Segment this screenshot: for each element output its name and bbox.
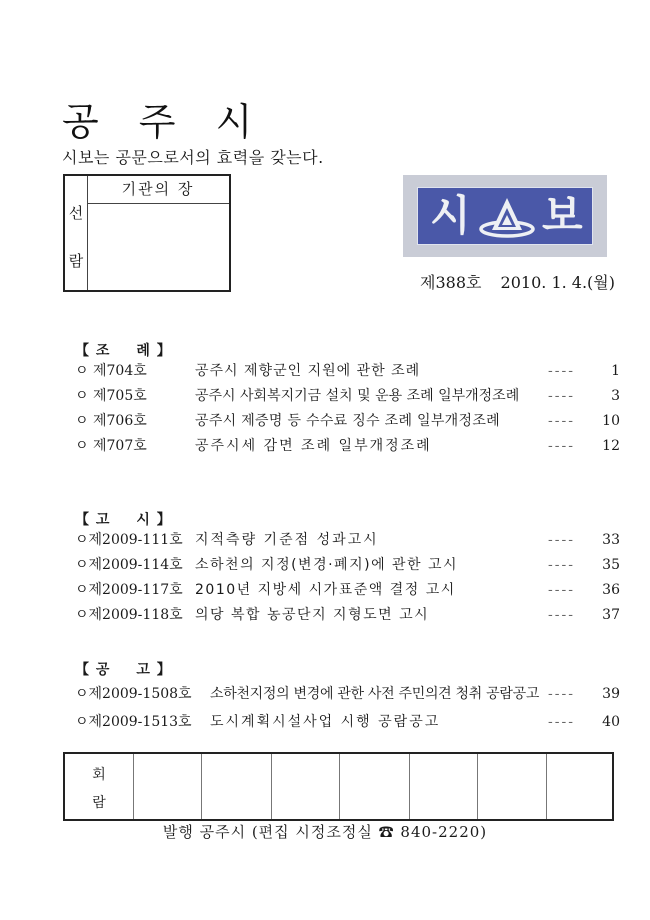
circulation-table xyxy=(63,752,614,821)
page-number: 3 xyxy=(611,388,620,404)
leader-dash: ---- xyxy=(548,388,575,404)
toc-item[interactable] xyxy=(75,410,620,432)
section-title-char: 고 xyxy=(136,662,151,678)
section-title-char: 시 xyxy=(136,512,151,528)
circulation-label-bottom: 람 xyxy=(92,795,106,811)
contents-side-label xyxy=(65,176,88,290)
toc-item[interactable] xyxy=(75,683,620,705)
signature-cell[interactable] xyxy=(340,754,410,819)
leader-dash: ---- xyxy=(548,686,575,702)
side-label-top: 선 xyxy=(68,204,84,222)
page-number: 10 xyxy=(602,413,620,429)
item-number: ㅇ 제704호 xyxy=(75,363,147,379)
page-number: 1 xyxy=(611,363,620,379)
toc-item[interactable] xyxy=(75,529,620,551)
leader-dash: ---- xyxy=(548,438,575,454)
section-title-char: 조 xyxy=(95,343,111,359)
item-number: ㅇ 제707호 xyxy=(75,438,147,454)
signature-cell[interactable] xyxy=(478,754,547,819)
section-title-char: 고 xyxy=(95,512,111,528)
signature-cell[interactable] xyxy=(272,754,340,819)
logo-panel xyxy=(417,187,593,245)
section-title-announcement: 【 공 고 】 xyxy=(75,662,172,678)
subtitle: 시보는 공문으로서의 효력을 갖는다. xyxy=(62,148,324,167)
toc-item[interactable] xyxy=(75,604,620,626)
sibo-logo xyxy=(403,175,607,257)
issue-number: 제388호 xyxy=(420,273,482,292)
item-number: ㅇ 제706호 xyxy=(75,413,147,429)
item-number: ㅇ제2009-114호 xyxy=(75,557,183,573)
toc-item[interactable] xyxy=(75,360,620,382)
item-title: 소하천의 지정(변경·폐지)에 관한 고시 xyxy=(195,557,459,573)
signature-cell[interactable] xyxy=(202,754,272,819)
circulation-label-top: 회 xyxy=(92,767,106,783)
section-title-ordinance: 【 조 례 】 xyxy=(75,343,172,359)
page-number: 40 xyxy=(602,714,620,730)
item-number: ㅇ제2009-118호 xyxy=(75,607,183,623)
toc-item[interactable] xyxy=(75,385,620,407)
leader-dash: ---- xyxy=(548,557,575,573)
item-title: 공주시세 감면 조례 일부개정조례 xyxy=(195,438,432,454)
page-number: 12 xyxy=(602,438,620,454)
section-title-char: 례 xyxy=(136,343,151,359)
leader-dash: ---- xyxy=(548,607,575,623)
item-title: 지적측량 기준점 성과고시 xyxy=(195,532,379,548)
issue-date: 2010. 1. 4.(월) xyxy=(500,273,615,292)
page-number: 33 xyxy=(602,532,620,548)
signature-cell[interactable] xyxy=(134,754,202,819)
item-number: ㅇ제2009-1513호 xyxy=(75,714,192,730)
item-title: 소하천지정의 변경에 관한 사전 주민의견 청취 공람공고 xyxy=(210,686,540,702)
item-title: 공주시 제향군인 지원에 관한 조례 xyxy=(195,363,421,379)
leader-dash: ---- xyxy=(548,532,575,548)
leader-dash: ---- xyxy=(548,363,575,379)
section-title-char: 공 xyxy=(95,662,111,678)
leader-dash: ---- xyxy=(548,413,575,429)
item-number: ㅇ제2009-111호 xyxy=(75,532,183,548)
page-number: 35 xyxy=(602,557,620,573)
page-number: 37 xyxy=(602,607,620,623)
item-title: 2010년 지방세 시가표준액 결정 고시 xyxy=(195,582,456,598)
publisher-footer: 발행 공주시 (편집 시정조정실 ☎ 840-2220) xyxy=(162,823,488,841)
item-title: 공주시 제증명 등 수수료 징수 조례 일부개정조례 xyxy=(195,413,500,429)
signature-cell[interactable] xyxy=(410,754,478,819)
page-number: 39 xyxy=(602,686,620,702)
toc-item[interactable] xyxy=(75,435,620,457)
item-title: 공주시 사회복지기금 설치 및 운용 조례 일부개정조례 xyxy=(195,388,520,404)
toc-item[interactable] xyxy=(75,554,620,576)
leader-dash: ---- xyxy=(548,714,575,730)
item-number: ㅇ제2009-1508호 xyxy=(75,686,192,702)
logo-char-si: 시 xyxy=(430,191,471,240)
item-title: 의당 복합 농공단지 지형도면 고시 xyxy=(195,607,430,623)
page-title: 공 주 시 xyxy=(62,100,267,144)
side-label-bottom: 람 xyxy=(68,252,84,270)
city-emblem-icon xyxy=(478,194,536,240)
toc-item[interactable] xyxy=(75,579,620,601)
signature-cell[interactable] xyxy=(547,754,612,819)
issue-info xyxy=(420,273,629,293)
section-title-notice: 【 고 시 】 xyxy=(75,512,172,528)
contents-heading: 기관의 장 xyxy=(87,176,229,204)
logo-char-bo: 보 xyxy=(542,191,583,240)
page-number: 36 xyxy=(602,582,620,598)
item-title: 도시계획시설사업 시행 공람공고 xyxy=(210,714,441,730)
item-number: ㅇ 제705호 xyxy=(75,388,147,404)
circulation-label-cell xyxy=(65,754,134,819)
item-number: ㅇ제2009-117호 xyxy=(75,582,183,598)
toc-item[interactable] xyxy=(75,711,620,733)
leader-dash: ---- xyxy=(548,582,575,598)
contents-box xyxy=(63,174,231,292)
